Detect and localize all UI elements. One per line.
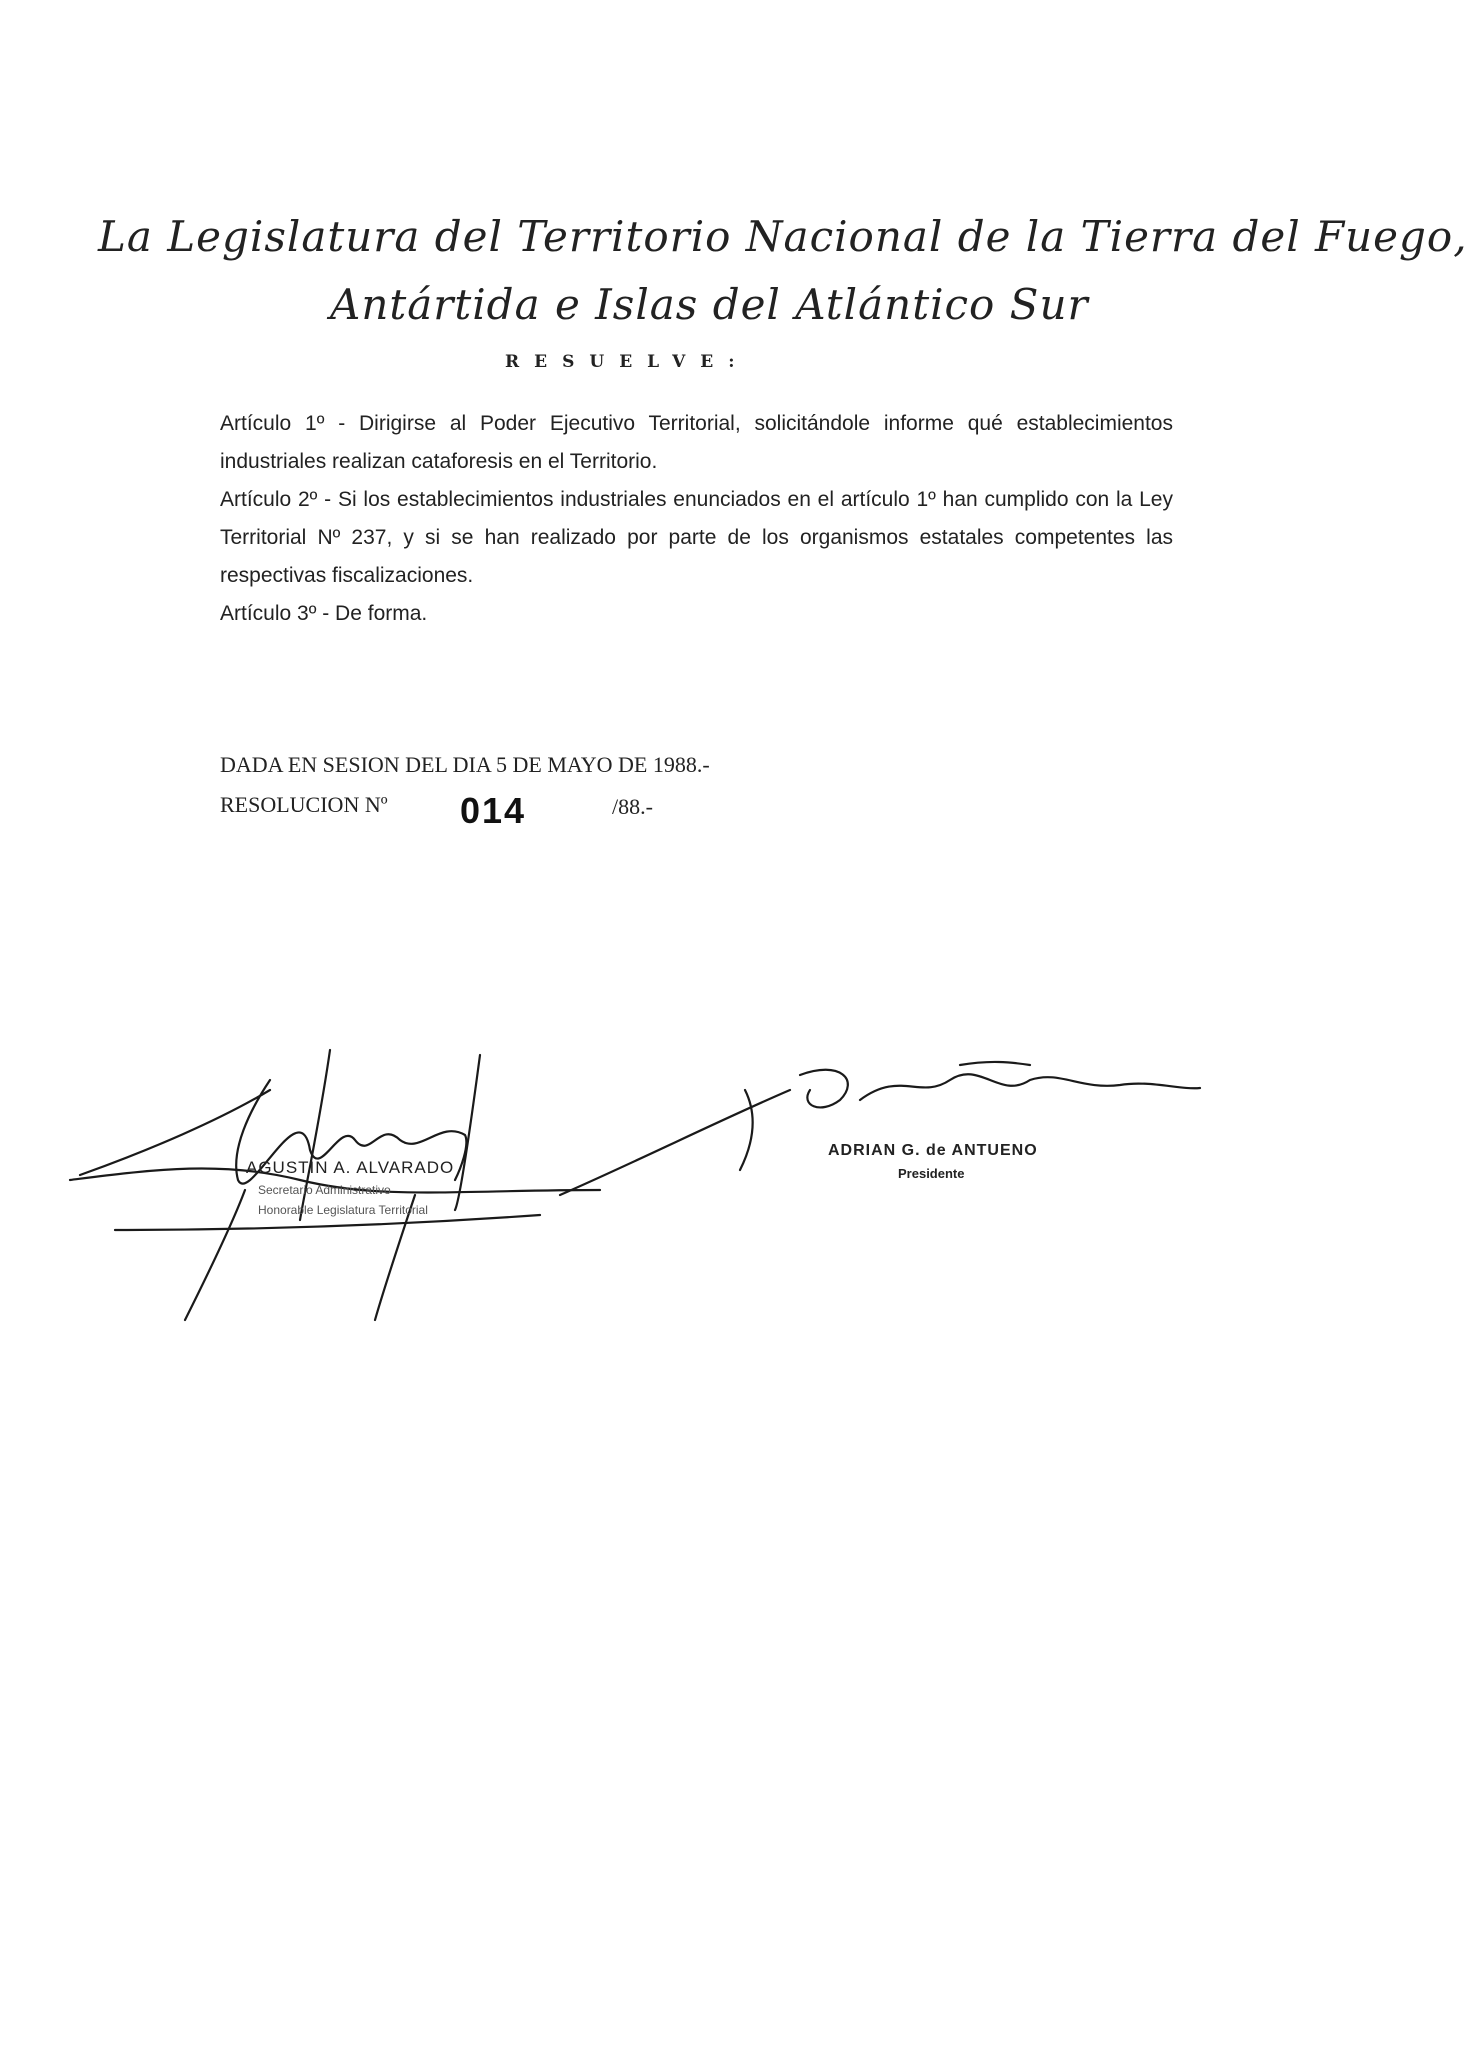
signature-left-stroke — [185, 1190, 245, 1320]
header-line-1: La Legislatura del Territorio Nacional de la Tierra del Fuego, — [98, 212, 1468, 261]
signature-right-stroke — [860, 1074, 1200, 1100]
article-3 — [220, 595, 1173, 633]
article-1 — [220, 405, 1173, 481]
resuelve-heading: RESUELVE: — [505, 352, 750, 372]
signatory-left-name: AGUSTIN A. ALVARADO — [246, 1158, 455, 1177]
signatures-drawing — [0, 1030, 1240, 1330]
signatory-right-name: ADRIAN G. de ANTUENO — [828, 1142, 1038, 1159]
article-2 — [220, 481, 1173, 595]
article-text: - Si los establecimientos industriales enunciados en el artículo 1º han cumplido con la Ley Territorial Nº 237, y si se han realizado por parte de los organismos estatales competentes las respectivas fiscalizaciones. — [220, 488, 1173, 587]
article-text: - De forma. — [316, 602, 428, 625]
resolution-number: 014 — [460, 790, 527, 831]
signatory-right-title: Presidente — [898, 1166, 965, 1181]
article-label: Artículo 1º — [220, 412, 325, 435]
article-text: - Dirigirse al Poder Ejecutivo Territorial, solicitándole informe qué establecimientos industriales realizan cataforesis en el Territorio. — [220, 412, 1173, 473]
articles-block — [220, 405, 1173, 633]
resolution-year: /88.- — [612, 794, 653, 819]
header-line-2: Antártida e Islas del Atlántico Sur — [330, 280, 1089, 329]
signature-right-stroke — [560, 1090, 790, 1195]
signatory-left-title-1: Secretario Administrativo — [258, 1183, 391, 1197]
signatory-left-title-2: Honorable Legislatura Territorial — [258, 1203, 428, 1217]
article-label: Artículo 2º — [220, 488, 318, 511]
signature-right-stroke — [960, 1062, 1030, 1065]
signature-right-stroke — [800, 1070, 848, 1108]
resolution-label: RESOLUCION Nº — [220, 792, 388, 817]
session-date: DADA EN SESION DEL DIA 5 DE MAYO DE 1988.- — [220, 752, 710, 777]
signature-right-stroke — [740, 1090, 753, 1170]
signature-left-stroke — [115, 1215, 540, 1230]
article-label: Artículo 3º — [220, 602, 317, 625]
